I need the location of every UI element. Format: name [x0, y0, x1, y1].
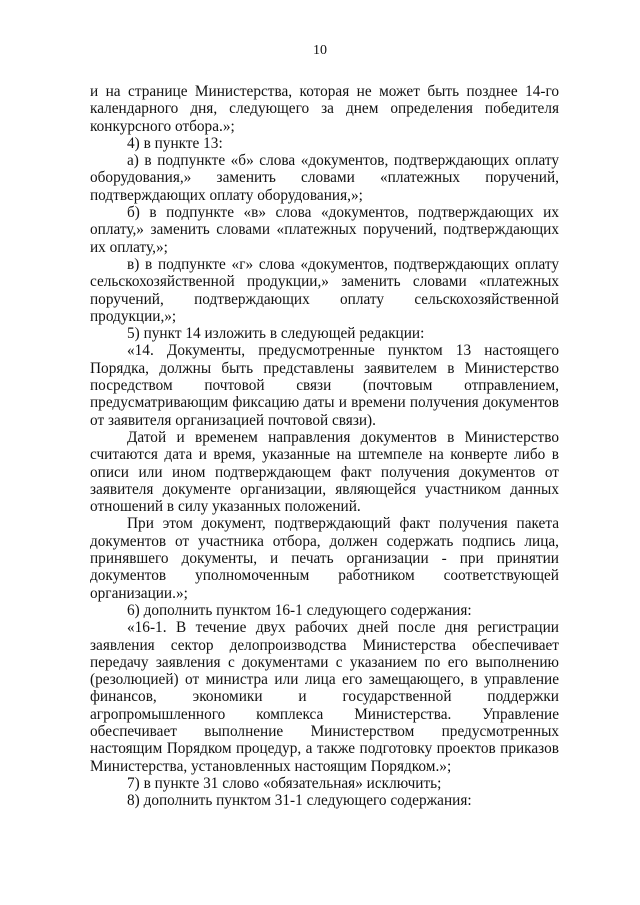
- paragraph-item-6: 6) дополнить пунктом 16-1 следующего содержания:: [127, 601, 472, 619]
- paragraph-subitem-a: а) в подпункте «б» слова «документов, подтверждающих оплату оборудования,» заменить словами «платежных поручений, подтверждающих оплату оборудования,»;: [90, 152, 559, 204]
- paragraph-subitem-v: в) в подпункте «г» слова «документов, подтверждающих оплату сельскохозяйственной продукции,» заменить словами «платежных поручений, подтверждающих оплату сельскохозяйственной продукции,»;: [90, 255, 559, 325]
- paragraph-clause-14-date: Датой и временем направления документов в Министерство считаются дата и время, указанные на штемпеле на конверте либо в описи или ином подтверждающем факт получения документов от заявителя документе организации, являющейся участником данных отношений в силу указанных положений.: [90, 428, 559, 516]
- paragraph-item-8: 8) дополнить пунктом 31-1 следующего содержания:: [127, 792, 472, 810]
- document-body: [90, 83, 559, 809]
- paragraph-item-5: 5) пункт 14 изложить в следующей редакции:: [127, 325, 425, 343]
- paragraph-item-7: 7) в пункте 31 слово «обязательная» исключить;: [127, 774, 442, 792]
- paragraph-continuation: и на странице Министерства, которая не может быть позднее 14-го календарного дня, следующего за днем определения победителя конкурсного отбора.»;: [90, 83, 559, 135]
- paragraph-clause-14-proof: При этом документ, подтверждающий факт получения пакета документов от участника отбора, должен содержать подпись лица, принявшего документы, и печать организации - при принятии документов уполномоченным работником соответствующей организации.»;: [90, 515, 559, 602]
- paragraph-clause-16-1: «16-1. В течение двух рабочих дней после дня регистрации заявления сектор делопроизводства Министерства обеспечивает передачу заявления с документами с указанием по его выполнению (резолюцией) от министра или лица его замещающего, в управление финансов, экономики и государственной поддержки агропромышленного комплекса Министерства. Управление обеспечивает выполнение Министерством предусмотренных настоящим Порядком процедур, а также подготовку проектов приказов Министерства, установленных настоящим Порядком.»;: [90, 619, 559, 775]
- paragraph-clause-14: «14. Документы, предусмотренные пунктом 13 настоящего Порядка, должны быть представлены заявителем в Министерство посредством почтовой связи (почтовым отправлением, предусматривающим фиксацию даты и времени получения документов от заявителя организацией почтовой связи).: [90, 342, 559, 429]
- paragraph-subitem-b: б) в подпункте «в» слова «документов, подтверждающих их оплату,» заменить словами «платежных поручений, подтверждающих их оплату,»;: [90, 204, 559, 256]
- page-number: 10: [313, 43, 327, 58]
- paragraph-item-4: 4) в пункте 13:: [127, 134, 223, 152]
